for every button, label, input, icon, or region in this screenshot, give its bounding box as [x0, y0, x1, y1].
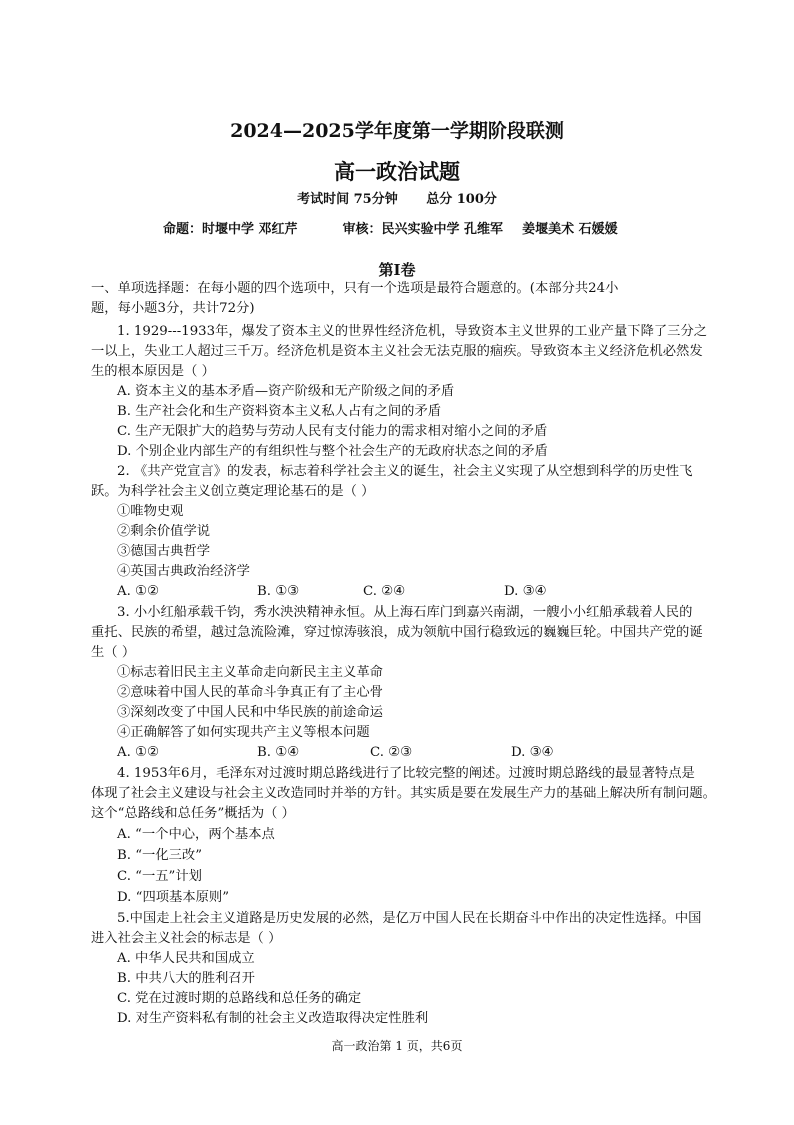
section-instructions-cont: 题，每小题3分，共计72分): [91, 301, 255, 316]
question-1-option-b[interactable]: B. 生产社会化和生产资料资本主义私人占有之间的矛盾: [117, 404, 442, 419]
page-footer: 高一政治第 1 页，共6页: [331, 1039, 463, 1053]
question-3-choice-c[interactable]: C. ②③: [370, 745, 412, 760]
author: 命题：时堰中学 邓红芹: [163, 222, 298, 237]
question-5-stem: 进入社会主义社会的标志是（ ）: [91, 931, 282, 946]
exam-title: 2024—2025学年度第一学期阶段联测: [230, 120, 564, 142]
question-5-option-c[interactable]: C. 党在过渡时期的总路线和总任务的确定: [117, 991, 362, 1006]
question-2-statement: ①唯物史观: [117, 504, 184, 519]
question-5-option-b[interactable]: B. 中共八大的胜利召开: [117, 971, 255, 986]
question-5-stem: 5.中国走上社会主义道路是历史发展的必然，是亿万中国人民在长期奋斗中作出的决定性选择。中国: [117, 911, 702, 926]
question-3-stem: 重托、民族的希望，越过急流险滩，穿过惊涛骇浪，成为领航中国行稳致远的巍巍巨轮。中国共产党的诞: [91, 625, 703, 640]
question-2-statement: ④英国古典政治经济学: [117, 564, 250, 579]
question-1-option-c[interactable]: C. 生产无限扩大的趋势与劳动人民有支付能力的需求相对缩小之间的矛盾: [117, 424, 548, 439]
volume-heading: 第Ⅰ卷: [378, 261, 416, 279]
question-2-statement: ③德国古典哲学: [117, 544, 211, 559]
question-3-stem: 生（ ）: [91, 645, 136, 660]
question-4-option-b[interactable]: B. “一化三改”: [117, 848, 203, 863]
question-4-stem: 这个“总路线和总任务”概括为（ ）: [91, 806, 295, 821]
exam-time: 考试时间 75分钟: [297, 192, 398, 207]
reviewer-2: 姜堰美术 石媛媛: [522, 222, 618, 237]
author-info: [163, 218, 618, 237]
question-2-choice-d[interactable]: D. ③④: [504, 584, 547, 599]
question-4-option-d[interactable]: D. “四项基本原则”: [117, 890, 230, 905]
question-1-option-a[interactable]: A. 资本主义的基本矛盾—资产阶级和无产阶级之间的矛盾: [117, 384, 455, 399]
question-2-choice-b[interactable]: B. ①③: [257, 584, 300, 599]
question-2-stem: 2. 《共产党宣言》的发表，标志着科学社会主义的诞生，社会主义实现了从空想到科学的历史性飞: [117, 464, 693, 479]
question-1-option-d[interactable]: D. 个别企业内部生产的有组织性与整个社会生产的无政府状态之间的矛盾: [117, 444, 548, 459]
question-3-statement: ①标志着旧民主主义革命走向新民主主义革命: [117, 665, 383, 680]
question-2-statement: ②剩余价值学说: [117, 524, 211, 539]
question-4-option-c[interactable]: C. “一五”计划: [117, 869, 202, 884]
question-3-choice-d[interactable]: D. ③④: [511, 745, 554, 760]
question-4-option-a[interactable]: A. “一个中心，两个基本点: [117, 827, 275, 842]
question-4-stem: 4. 1953年6月，毛泽东对过渡时期总路线进行了比较完整的阐述。过渡时期总路线的最显著特点是: [117, 766, 695, 781]
question-3-statement: ②意味着中国人民的革命斗争真正有了主心骨: [117, 685, 383, 700]
question-3-statement: ④正确解答了如何实现共产主义等根本问题: [117, 725, 370, 740]
question-3-statement: ③深刻改变了中国人民和中华民族的前途命运: [117, 705, 383, 720]
exam-subtitle: 高一政治试题: [334, 159, 460, 184]
question-3-choice-a[interactable]: A. ①②: [117, 745, 159, 760]
question-2-stem: 跃。为科学社会主义创立奠定理论基石的是（ ）: [91, 484, 375, 499]
exam-info: [0, 188, 794, 207]
total-score: 总分 100分: [426, 192, 497, 207]
question-2-choice-c[interactable]: C. ②④: [363, 584, 405, 599]
question-3-stem: 3. 小小红船承载千钧，秀水泱泱精神永恒。从上海石库门到嘉兴南湖，一艘小小红船承载着人民的: [117, 605, 693, 620]
section-instructions: 一、单项选择题：在每小题的四个选项中，只有一个选项是最符合题意的。(本部分共24小: [91, 281, 619, 296]
question-1-stem: 一以上，失业工人超过三千万。经济危机是资本主义社会无法克服的痼疾。导致资本主义经济危机必然发: [91, 344, 703, 359]
question-1-stem: 1. 1929---1933年，爆发了资本主义的世界性经济危机，导致资本主义世界的工业产量下降了三分之: [117, 324, 708, 339]
question-5-option-a[interactable]: A. 中华人民共和国成立: [117, 951, 255, 966]
reviewer-1: 审核：民兴实验中学 孔维军: [342, 222, 504, 237]
question-4-stem: 体现了社会主义建设与社会主义改造同时并举的方针。其实质是要在发展生产力的基础上解决所有制问题。: [91, 786, 716, 801]
question-5-option-d[interactable]: D. 对生产资料私有制的社会主义改造取得决定性胜利: [117, 1011, 429, 1026]
question-3-choice-b[interactable]: B. ①④: [257, 745, 300, 760]
question-2-choice-a[interactable]: A. ①②: [117, 584, 159, 599]
question-1-stem: 生的根本原因是（ ）: [91, 364, 215, 379]
